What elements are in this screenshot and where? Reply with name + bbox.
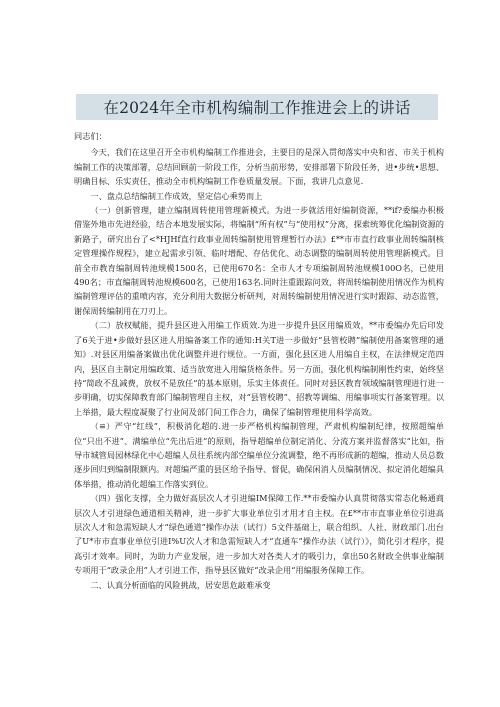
section-2-heading: 二、认真分析面临的风险挑战，居安思危敲难承变	[90, 579, 271, 590]
title-banner	[76, 94, 438, 120]
intro-paragraph: 今天，我们在这里召开全市机构编制工作推进会，主要目的是深入贯彻落实中央和省、市关于机构编制工作的决策部署，总结回顾前一阶段工作，分析当前形势，安排部署下阶段任务，进•步统•思想、明确目标、乐实责任，推动全市机构编制工作卷质量发展。下面，我讲几点意见.	[74, 147, 444, 187]
document-body	[74, 129, 444, 592]
section-1-heading: 一、盘点总结编制工作成效，坚定信心乘势而上	[90, 190, 263, 201]
paragraph-3: （≡）严守“红线”，积极消化超的.进一步严格机构编制管理，严肃机构编制纪律，按照超编单位“只出不进”、满编单位“先出后进”的原则，指导超编单位制定消化、分流方案并监督落实“比如，指导市城管局园林绿化中心超编人员往系统内部空编单位分流调整，绝不再形成新的超编，推动人员总数逐步回归到编制限额内。对超编严重的县区给予指导、督促，确保闲消人员编制情况、拟定消化超编具体举措，推动消化超编工作落实到位。	[74, 421, 444, 489]
paragraph-4: （四）强化支撑，全力做好高层次人才引进编IM保障工作.**市委编办认真贯彻落实常态化畅通商层次人才引进绿色通道相关精神，进一步扩大事业单位引才用才自主权。在£**市市直事业单位引进高层次人才和急需短缺人才“绿色通道”操作办法（试行）5文件基础上，联合组织、人社、财政部门.出台了U*市市直事业单位引进I%U次人才和急需短缺人才“直通车”操作办法（试行）》，简化引才程序，提高引才效率。同时，为助力产业发展，进一步加大对各类人才的吸引力，拿出50名财政全供事业编制专项用于“政录企用”人才引进工作，指导县区做好“改录企用“用编服务保障工作。	[74, 493, 444, 576]
paragraph-2: （二）放权赋能，提升县区进入用编工作质效.为进一步提升县区用编质效，**市委编办先后印发了6关于进•步做好县区进人用编备案工作的通知:H关T进一步做好“县管校聘”编制使用备案管理的通知》.对县区用编备案做出优化调整并进行规位。一方面，强化县区进人用编自主权，在法律规定范四内，县区自主制定用编政策、适当放宽进入用编货格条件。另一方面，强化机构编制刚性约束，始终坚持“简政不乱减费，放权不是放任”的基本原则，乐实主体责任。同时对县区教育领域编制管理进行进一步明确，切实保障教育部门编制管理自主权，对“县管校聘”、招教等调编、用编事项实行备案管理。以上举措，最大程度凝聚了行业间及部门间工作合力，确保了编制管理使用科学高效。	[74, 320, 444, 417]
document-title: 在2024年全市机构编制工作推进会上的讲话	[103, 99, 411, 117]
paragraph-1: （一）创新管理，建立编制周转使用管理新模式。为进一步就活用好编制资源，**if?委编办积极借鉴外地市先进经验，结合本地发展实际，将编制“所有权”与“使用权”分离，探索统筹优化编制资源的新路子，研究出台了<*HJHf直行政事业周转编制使用管理暂行办法》£**市市直行政事业周转编制核定管理操作规程》，建立起需求引领、临时增配、存估优化、动态调整的编制周转使用管理新模式。目前全市教育编制周转池规模1500名，已使用670名：全市人才专项编制周转池规模100O名，已使用490名；市直编制周转池规模600名，已使用163名.同时注重跟踪问效，将周转编制使用情况作为机构编制管理评估的重喷内容，充分利用大数据分析研判，对周转编制使用情况进行实时跟踪、动态监管，谢保周转编制用在刀刃上。	[74, 205, 444, 316]
salutation: 同志们：	[74, 131, 107, 141]
